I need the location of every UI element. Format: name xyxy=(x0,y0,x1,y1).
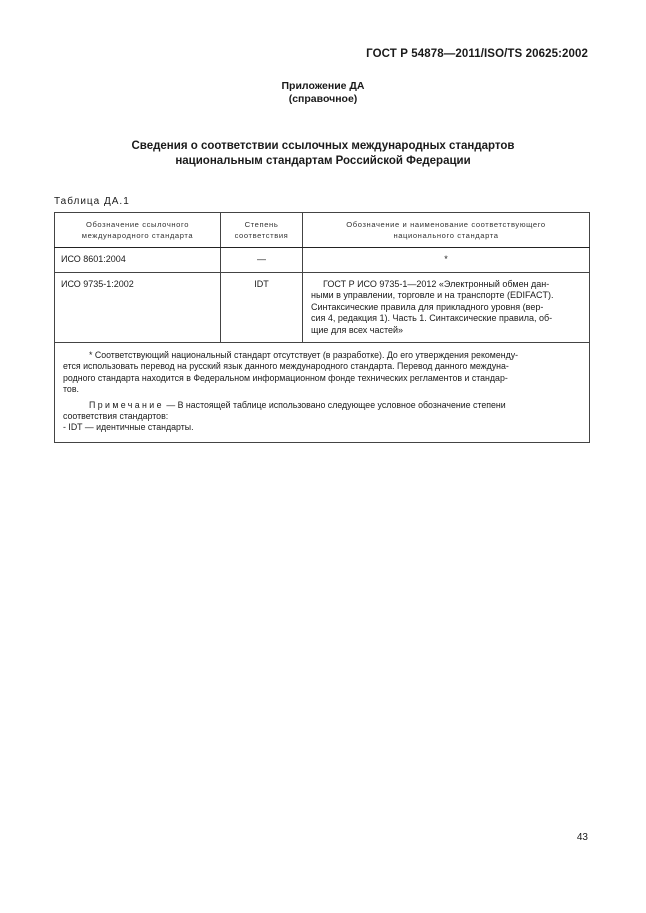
header-degree-line-1: Степень xyxy=(244,220,279,229)
cell-ref-standard: ИСО 8601:2004 xyxy=(55,248,221,273)
table-footnote-row xyxy=(55,343,590,443)
appendix-heading xyxy=(0,80,646,106)
note-line-3: - IDT — идентичные стандарты. xyxy=(63,422,194,433)
page-number: 43 xyxy=(576,832,588,843)
cell-national-standard xyxy=(303,272,590,343)
header-ref-line-2: международного стандарта xyxy=(81,231,194,240)
header-ref-line-1: Обозначение ссылочного xyxy=(85,220,190,229)
national-line: щие для всех частей» xyxy=(311,324,404,335)
table-caption: Таблица ДА.1 xyxy=(54,196,130,207)
national-line: ными в управлении, торговле и на транспорте (EDIFACT). xyxy=(311,290,554,300)
table-header-row xyxy=(55,213,590,248)
footnote-line: родного стандарта находится в Федеральном информационном фонде технических регламентов и стандар- xyxy=(63,372,508,383)
footnote-line: ется использовать перевод на русский язык данного международного стандарта. Перевод данного междуна- xyxy=(63,361,509,372)
appendix-title: Приложение ДА xyxy=(281,80,365,92)
note-text: — В настоящей таблице использовано следующее условное обозначение степени xyxy=(163,399,506,410)
document-id: ГОСТ Р 54878—2011/ISO/TS 20625:2002 xyxy=(366,48,588,60)
cell-national-standard: * xyxy=(303,248,590,273)
page-title-line-1: Сведения о соответствии ссылочных международных стандартов xyxy=(131,140,515,152)
table-row xyxy=(55,248,590,273)
table-row xyxy=(55,272,590,343)
footnote-line: * Соответствующий национальный стандарт отсутствует (в разработке). До его утверждения рекоменду- xyxy=(89,350,519,360)
footnote-line: тов. xyxy=(63,384,79,395)
national-line: сия 4, редакция 1). Часть 1. Синтаксические правила, об- xyxy=(311,313,553,323)
note-label: Примечание xyxy=(89,399,164,410)
header-national-line-2: национального стандарта xyxy=(393,231,499,240)
note-line-2: соответствия стандартов: xyxy=(63,411,169,422)
page-title xyxy=(0,139,646,169)
page-title-line-2: национальным стандартам Российской Федерации xyxy=(175,155,471,167)
cell-ref-standard: ИСО 9735-1:2002 xyxy=(55,272,221,343)
cell-degree: — xyxy=(221,248,303,273)
note-line xyxy=(63,400,581,411)
appendix-subtitle: (справочное) xyxy=(288,93,358,105)
national-line: ГОСТ Р ИСО 9735-1—2012 «Электронный обмен дан- xyxy=(323,278,550,289)
correspondence-table xyxy=(54,212,590,443)
header-degree-line-2: соответствия xyxy=(234,231,289,240)
header-national-line-1: Обозначение и наименование соответствующего xyxy=(346,220,546,229)
table-footnote xyxy=(55,343,590,443)
header-degree xyxy=(221,213,303,248)
correspondence-table-wrapper xyxy=(54,212,589,443)
header-national-standard xyxy=(303,213,590,248)
header-ref-standard xyxy=(55,213,221,248)
cell-degree: IDT xyxy=(221,272,303,343)
national-line: Синтаксические правила для прикладного уровня (вер- xyxy=(311,301,544,312)
